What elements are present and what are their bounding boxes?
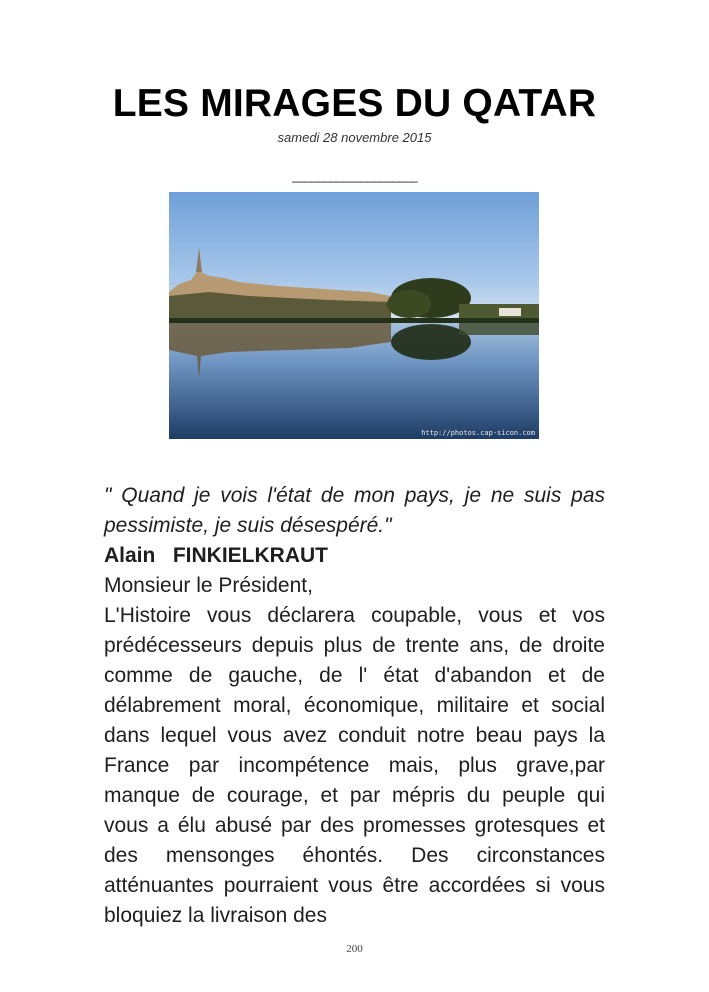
article-body (104, 481, 605, 931)
photo-credit: http://photos.cap-sicon.com (421, 429, 535, 437)
publication-date: samedi 28 novembre 2015 (277, 130, 432, 145)
quote-author: Alain FINKIELKRAUT (104, 544, 328, 567)
separator-line: ____________________ (292, 168, 417, 183)
salutation: Monsieur le Président, (104, 574, 313, 597)
page-number: 200 (346, 943, 363, 955)
photo-landscape-icon (169, 192, 539, 439)
landscape-photo (169, 192, 539, 439)
article-paragraph: L'Histoire vous déclarera coupable, vous et vos prédécesseurs depuis plus de trente ans, de droite comme de gauche, de l' état d'abandon et de délabrement moral, économique, militaire et social dans lequel vous avez conduit notre beau pays la France par incompétence mais, plus grave,par manque de courage, et par mépris du peuple qui vous a élu abusé par des promesses grotesques et des mensonges éhontés. Des circonstances atténuantes pourraient vous être accordées si vous bloquiez la livraison des (104, 604, 605, 927)
quote: " Quand je vois l'état de mon pays, je ne suis pas pessimiste, je suis désespéré." (104, 484, 605, 537)
page-title: LES MIRAGES DU QATAR (112, 82, 597, 125)
